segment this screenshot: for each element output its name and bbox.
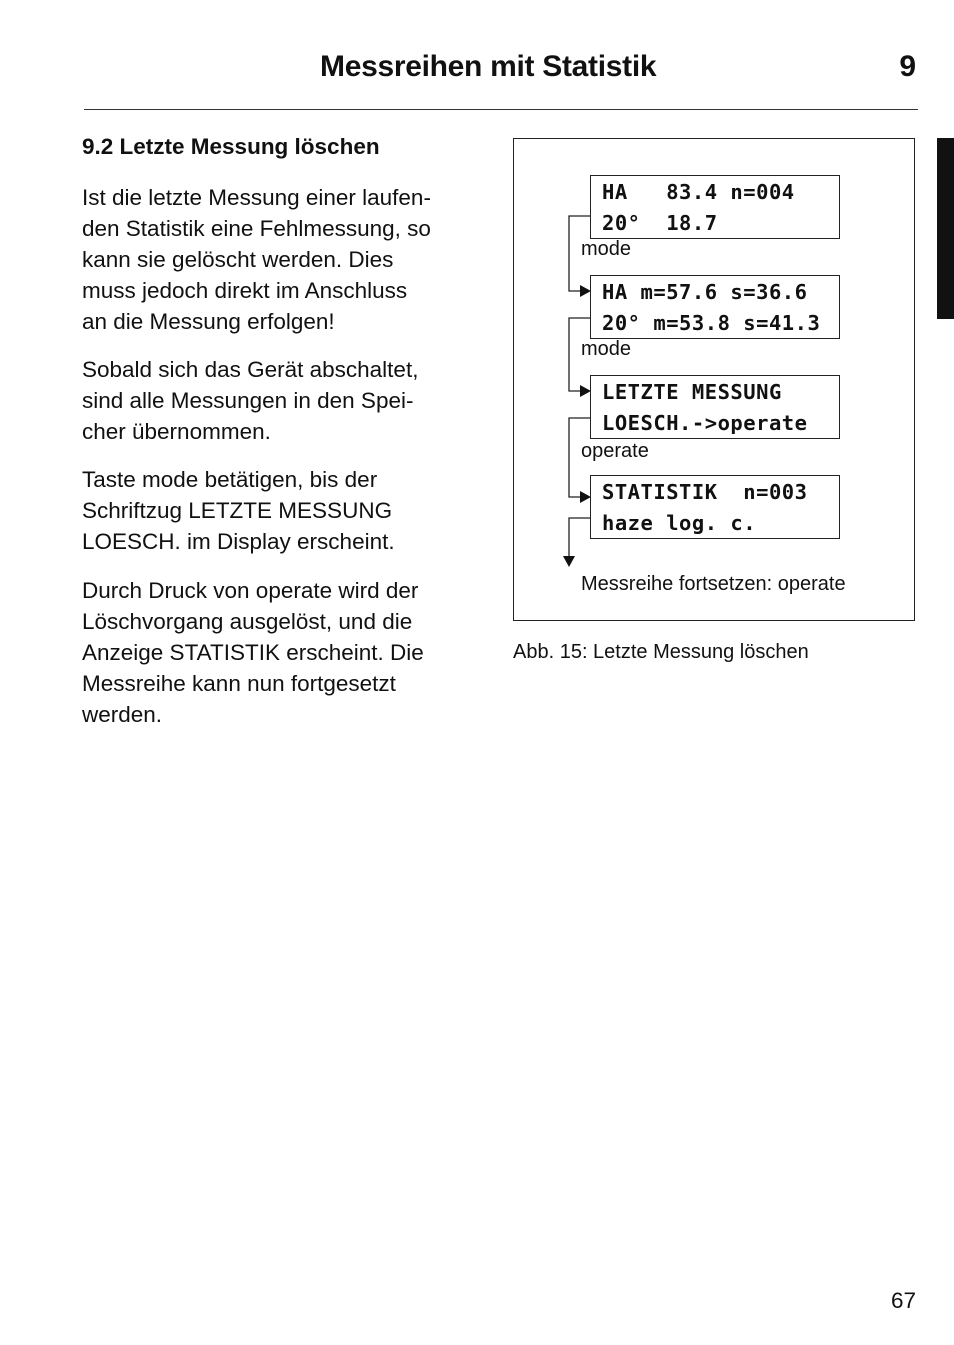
display-line-2: 20° 18.7 [602, 211, 718, 235]
text-line: Sobald sich das Gerät abschaltet, [82, 357, 419, 382]
display-line-1: HA 83.4 n=004 [602, 180, 795, 204]
transition-label: mode [581, 338, 632, 360]
text-line: Anzeige STATISTIK erscheint. Die [82, 640, 424, 665]
lcd-display-2 [590, 275, 840, 339]
display-line-1: LETZTE MESSUNG [602, 380, 782, 404]
transition-label: mode [581, 238, 632, 260]
lcd-display-4 [590, 475, 840, 539]
display-line-2: 20° m=53.8 s=41.3 [602, 311, 821, 335]
lcd-display-1 [590, 175, 840, 239]
text-line: Taste mode betätigen, bis der [82, 467, 378, 492]
display-line-2: haze log. c. [602, 511, 757, 535]
transition-label: operate [581, 440, 649, 462]
text-line: kann sie gelöscht werden. Dies [82, 247, 394, 272]
display-line-1: HA m=57.6 s=36.6 [602, 280, 808, 304]
section-heading: 9.2 Letzte Messung löschen [82, 134, 380, 159]
text-line: Löschvorgang ausgelöst, und die [82, 609, 413, 634]
text-line: Schriftzug LETZTE MESSUNG [82, 498, 393, 523]
text-line: muss jedoch direkt im Anschluss [82, 278, 408, 303]
text-line: an die Messung erfolgen! [82, 309, 335, 334]
lcd-display-3 [590, 375, 840, 439]
page-number: 67 [890, 1288, 916, 1313]
text-line: den Statistik eine Fehlmessung, so [82, 216, 431, 241]
figure-caption: Abb. 15: Letzte Messung löschen [513, 641, 809, 663]
display-line-2: LOESCH.->operate [602, 411, 808, 435]
display-line-1: STATISTIK n=003 [602, 480, 808, 504]
chapter-number: 9 [899, 50, 916, 83]
connector-line [569, 518, 590, 557]
text-line: sind alle Messungen in den Spei- [82, 388, 414, 413]
text-line: werden. [82, 702, 163, 727]
text-line: cher übernommen. [82, 419, 271, 444]
arrow-head [563, 556, 575, 567]
text-line: Ist die letzte Messung einer laufen- [82, 185, 431, 210]
chapter-title: Messreihen mit Statistik [320, 50, 657, 83]
text-line: Durch Druck von operate wird der [82, 578, 419, 603]
text-line: LOESCH. im Display erscheint. [82, 529, 395, 554]
figure-footer-note: Messreihe fortsetzen: operate [581, 573, 846, 595]
text-line: Messreihe kann nun fortgesetzt [82, 671, 396, 696]
